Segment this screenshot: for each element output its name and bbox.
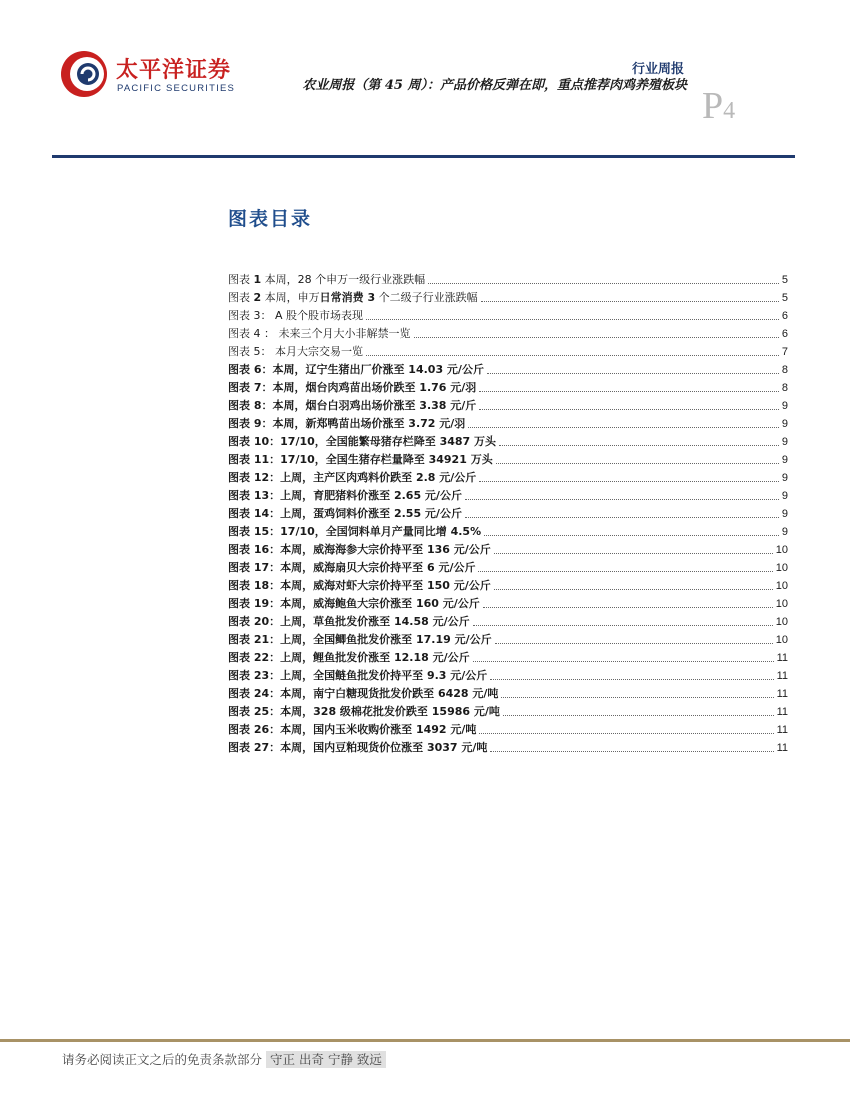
toc-entry-label — [228, 543, 491, 557]
footer-disclaimer: 请务必阅读正文之后的免责条款部分 — [62, 1052, 263, 1067]
toc-entry-label — [228, 579, 491, 593]
toc-entry-text: 图表 — [228, 273, 254, 286]
toc-entry-label — [228, 687, 498, 701]
toc-entry-text: 图表 3： A 股个股市场表现 — [228, 309, 364, 322]
toc-dot-leader — [490, 751, 773, 752]
toc-entry[interactable] — [228, 431, 788, 449]
toc-dot-leader — [483, 607, 773, 608]
toc-dot-leader — [479, 409, 779, 410]
toc-dot-leader — [414, 337, 779, 338]
toc-entry[interactable] — [228, 521, 788, 539]
toc-dot-leader — [503, 715, 774, 716]
toc-entry-text: 图表 10：17/10，全国能繁母猪存栏降至 3487 万头 — [228, 435, 497, 448]
toc-entry-label — [228, 345, 363, 359]
toc-entry[interactable] — [228, 557, 788, 575]
toc-dot-leader — [428, 283, 779, 284]
toc-entry-text: 图表 24：本周，南宁白糖现货批发价跌至 6428 元/吨 — [228, 687, 499, 700]
toc-entry-label — [228, 507, 462, 521]
toc-dot-leader — [487, 373, 779, 374]
toc-entry-page: 11 — [776, 724, 788, 736]
toc-entry-page: 5 — [781, 292, 788, 304]
toc-entry-text: 图表 15：17/10，全国饲料单月产量同比增 4.5% — [228, 525, 482, 538]
toc-dot-leader — [490, 679, 773, 680]
toc-entry-label — [228, 633, 492, 647]
page-number — [702, 86, 735, 131]
toc-entry-page: 6 — [781, 310, 788, 322]
toc-dot-leader — [479, 481, 779, 482]
toc-entry-page: 6 — [781, 328, 788, 340]
toc-entry[interactable] — [228, 611, 788, 629]
toc-entry[interactable] — [228, 413, 788, 431]
toc-entry-page: 9 — [781, 400, 788, 412]
toc-entry[interactable] — [228, 449, 788, 467]
toc-entry-text: 图表 13：上周，育肥猪料价涨至 2.65 元/公斤 — [228, 489, 462, 502]
toc-entry-label — [228, 723, 476, 737]
toc-entry[interactable] — [228, 485, 788, 503]
toc-dot-leader — [481, 301, 779, 302]
toc-entry-page: 10 — [775, 544, 788, 556]
toc-entry-page: 11 — [776, 670, 788, 682]
toc-dot-leader — [468, 427, 779, 428]
report-title: 农业周报（第 45 周）：产品价格反弹在即，重点推荐肉鸡养殖板块 — [302, 78, 687, 93]
toc-dot-leader — [473, 625, 773, 626]
toc-entry[interactable] — [228, 341, 788, 359]
toc-entry-label — [228, 273, 425, 287]
toc-dot-leader — [366, 319, 779, 320]
toc-entry-page: 9 — [781, 508, 788, 520]
toc-entry[interactable] — [228, 269, 788, 287]
toc-entry[interactable] — [228, 593, 788, 611]
toc-entry[interactable] — [228, 287, 788, 305]
toc-dot-leader — [495, 643, 773, 644]
toc-entry-label — [228, 705, 500, 719]
toc-entry[interactable] — [228, 665, 788, 683]
page-prefix: P — [702, 85, 724, 127]
header-divider — [52, 155, 795, 158]
toc-entry-page: 9 — [781, 490, 788, 502]
toc-entry-text: 图表 9：本周，新郑鸭苗出场价涨至 3.72 元/羽 — [228, 417, 466, 430]
toc-entry-page: 9 — [781, 418, 788, 430]
toc-entry-text: 图表 4 ： 未来三个月大小非解禁一览 — [228, 327, 411, 340]
toc-entry-label — [228, 309, 363, 323]
toc-entry-text: 图表 18：本周，威海对虾大宗价持平至 150 元/公斤 — [228, 579, 491, 592]
page-number-value: 4 — [723, 98, 736, 124]
toc-dot-leader — [499, 445, 779, 446]
toc-entry-page: 5 — [781, 274, 788, 286]
toc-entry-page: 10 — [775, 598, 788, 610]
toc-entry-text: 图表 27：本周，国内豆粕现货价位涨至 3037 元/吨 — [228, 741, 488, 754]
toc-entry-page: 10 — [775, 616, 788, 628]
toc-entry[interactable] — [228, 719, 788, 737]
toc-entry-label — [228, 615, 470, 629]
toc-entry[interactable] — [228, 305, 788, 323]
toc-entry[interactable] — [228, 575, 788, 593]
toc-entry-text: 图表 16：本周，威海海参大宗价持平至 136 元/公斤 — [228, 543, 491, 556]
footer-divider — [0, 1039, 850, 1042]
toc-entry-page: 10 — [775, 634, 788, 646]
toc-entry-label — [228, 525, 481, 539]
toc-entry-label — [228, 489, 462, 503]
toc-entry[interactable] — [228, 323, 788, 341]
toc-entry-page: 9 — [781, 472, 788, 484]
company-logo — [58, 47, 258, 107]
toc-entry-page: 9 — [781, 454, 788, 466]
toc-entry-text: 2 — [253, 291, 262, 304]
toc-entry-label — [228, 381, 476, 395]
toc-entry-label — [228, 363, 484, 377]
toc-entry-text: 本周，28 个申万一级行业涨跌幅 — [261, 273, 426, 286]
toc-entry[interactable] — [228, 737, 788, 755]
toc-dot-leader — [478, 571, 772, 572]
toc-entry-text: 本周，申万 — [261, 291, 320, 304]
toc-entry-page: 11 — [776, 706, 788, 718]
toc-dot-leader — [473, 661, 774, 662]
toc-entry[interactable] — [228, 359, 788, 377]
toc-entry-text: 1 — [253, 273, 262, 286]
toc-entry-page: 8 — [781, 364, 788, 376]
toc-dot-leader — [501, 697, 773, 698]
toc-heading: 图表目录 — [228, 208, 313, 230]
toc-dot-leader — [465, 499, 779, 500]
toc-entry-label — [228, 561, 475, 575]
toc-entry-label — [228, 651, 470, 665]
toc-dot-leader — [479, 391, 779, 392]
toc-entry[interactable] — [228, 629, 788, 647]
toc-entry[interactable] — [228, 701, 788, 719]
toc-entry-text: 图表 21：上周，全国鲫鱼批发价涨至 17.19 元/公斤 — [228, 633, 492, 646]
toc-entry-page: 10 — [775, 562, 788, 574]
toc-entry-page: 7 — [781, 346, 788, 358]
toc-entry-text: 图表 — [228, 291, 254, 304]
toc-entry-page: 11 — [776, 652, 788, 664]
toc-entry-text: 图表 12：上周，主产区肉鸡料价跌至 2.8 元/公斤 — [228, 471, 477, 484]
toc-entry-label — [228, 741, 487, 755]
toc-entry-text: 图表 22：上周，鲤鱼批发价涨至 12.18 元/公斤 — [228, 651, 470, 664]
pacific-securities-logo-icon — [58, 47, 110, 99]
toc-entry-label — [228, 291, 478, 305]
toc-entry-page: 11 — [776, 688, 788, 700]
toc-entry-text: 图表 25：本周，328 级棉花批发价跌至 15986 元/吨 — [228, 705, 500, 718]
toc-dot-leader — [465, 517, 779, 518]
toc-entry-label — [228, 327, 411, 341]
toc-entry-text: 图表 5： 本月大宗交易一览 — [228, 345, 363, 358]
toc-entry-label — [228, 471, 476, 485]
toc-entry-label — [228, 597, 480, 611]
toc-entry-text: 图表 14：上周，蛋鸡饲料价涨至 2.55 元/公斤 — [228, 507, 462, 520]
toc-entry-text: 图表 23：上周，全国鲢鱼批发价持平至 9.3 元/公斤 — [228, 669, 488, 682]
toc-entry-text: 图表 6：本周，辽宁生猪出厂价涨至 14.03 元/公斤 — [228, 363, 484, 376]
toc-entry-label — [228, 669, 487, 683]
toc-entry-label — [228, 399, 476, 413]
footer — [62, 1050, 386, 1068]
table-of-figures — [228, 269, 788, 755]
toc-dot-leader — [484, 535, 779, 536]
toc-dot-leader — [496, 463, 779, 464]
toc-entry-text: 个二级子行业涨跌幅 — [375, 291, 478, 304]
toc-entry[interactable] — [228, 539, 788, 557]
toc-dot-leader — [494, 553, 773, 554]
toc-entry[interactable] — [228, 377, 788, 395]
toc-entry-page: 9 — [781, 436, 788, 448]
toc-entry-text: 图表 11：17/10，全国生猪存栏量降至 34921 万头 — [228, 453, 493, 466]
toc-entry-text: 图表 8：本周，烟台白羽鸡出场价涨至 3.38 元/斤 — [228, 399, 477, 412]
toc-entry-label — [228, 453, 493, 467]
footer-motto: 守正 出奇 宁静 致远 — [266, 1051, 386, 1068]
logo-chinese-name: 太平洋证券 — [116, 58, 232, 83]
toc-entry-text: 日常消费 3 — [319, 291, 376, 304]
toc-dot-leader — [494, 589, 773, 590]
toc-entry-text: 图表 20：上周，草鱼批发价涨至 14.58 元/公斤 — [228, 615, 470, 628]
toc-entry-page: 8 — [781, 382, 788, 394]
toc-entry[interactable] — [228, 467, 788, 485]
toc-entry-text: 图表 17：本周，威海扇贝大宗价持平至 6 元/公斤 — [228, 561, 476, 574]
report-type: 行业周报 — [631, 62, 684, 77]
toc-dot-leader — [479, 733, 773, 734]
toc-entry-label — [228, 417, 465, 431]
toc-entry-page: 11 — [776, 742, 788, 754]
toc-entry-text: 图表 19：本周，威海鲍鱼大宗价涨至 160 元/公斤 — [228, 597, 480, 610]
toc-entry-text: 图表 7：本周，烟台肉鸡苗出场价跌至 1.76 元/羽 — [228, 381, 477, 394]
toc-entry[interactable] — [228, 683, 788, 701]
toc-entry-page: 10 — [775, 580, 788, 592]
toc-entry-text: 图表 26：本周，国内玉米收购价涨至 1492 元/吨 — [228, 723, 477, 736]
toc-entry[interactable] — [228, 503, 788, 521]
toc-entry-page: 9 — [781, 526, 788, 538]
toc-entry-label — [228, 435, 496, 449]
toc-entry[interactable] — [228, 647, 788, 665]
toc-dot-leader — [366, 355, 779, 356]
logo-english-name: PACIFIC SECURITIES — [117, 83, 236, 94]
toc-entry[interactable] — [228, 395, 788, 413]
